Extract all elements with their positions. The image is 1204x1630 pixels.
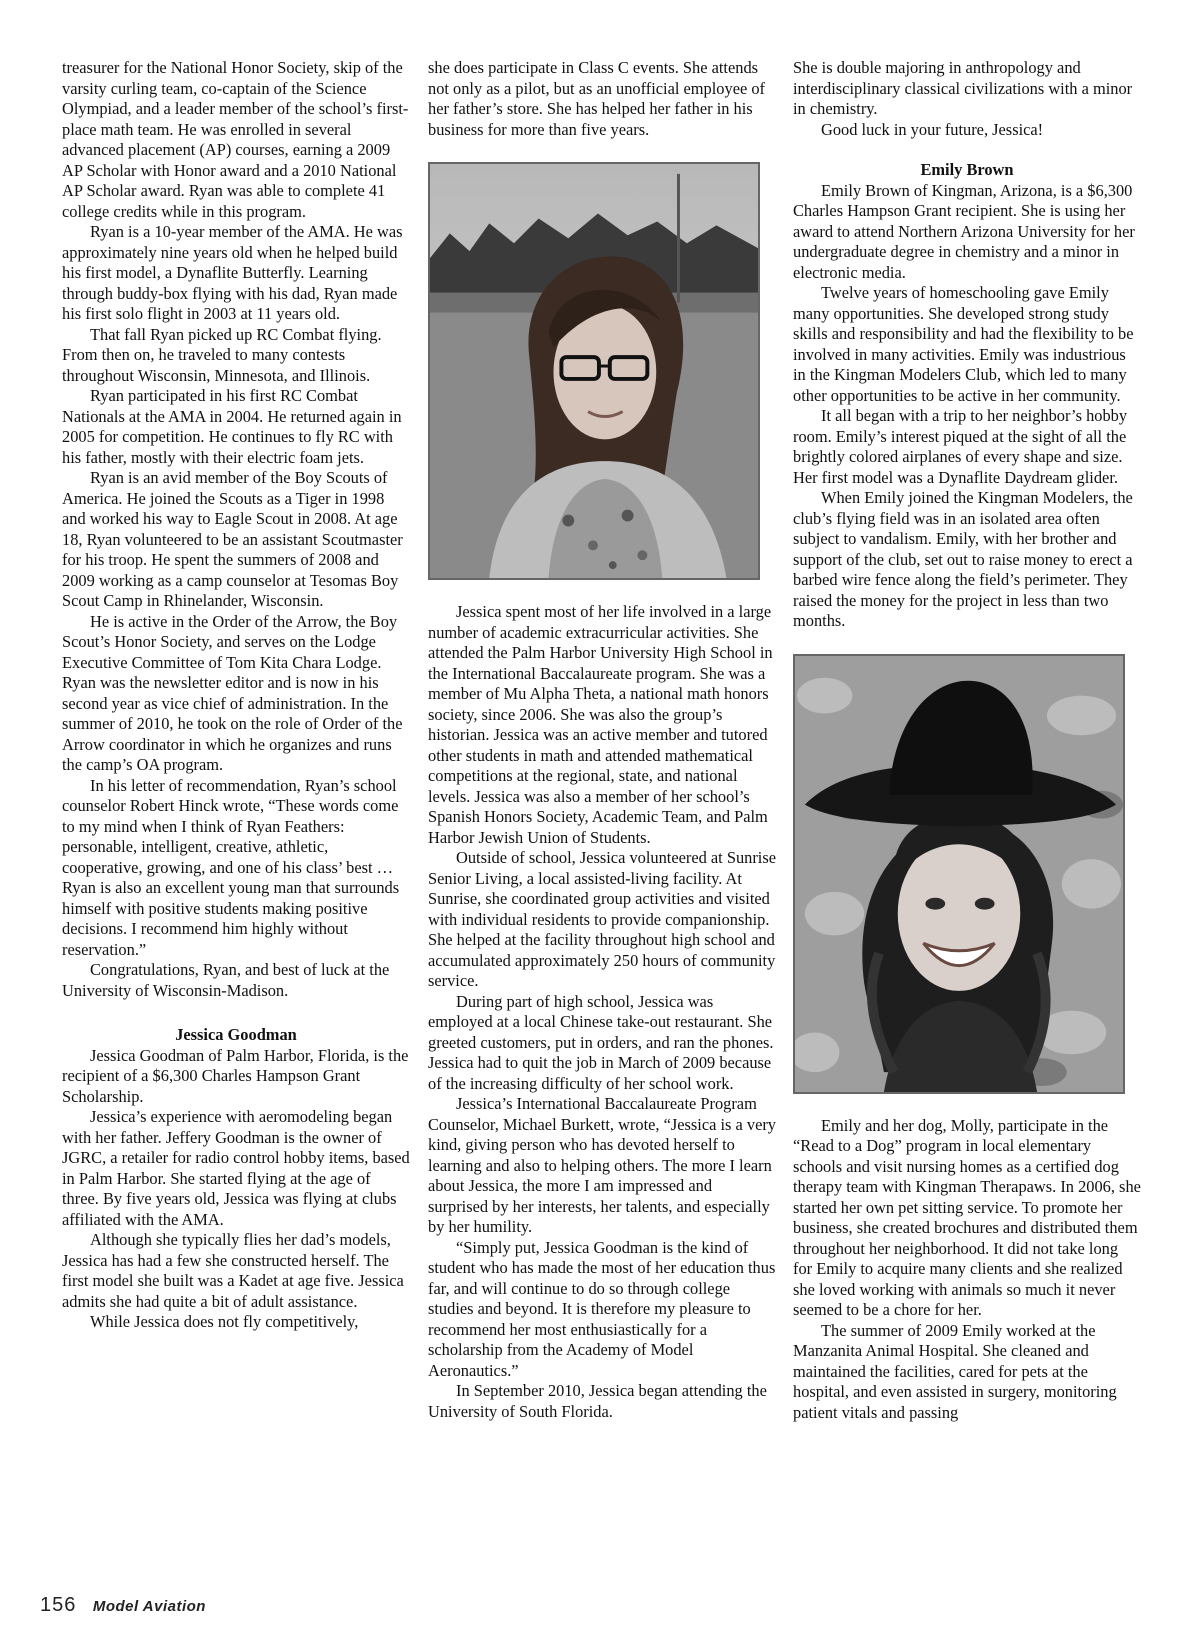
paragraph: In September 2010, Jessica began attending the University of South Florida. [428, 1381, 767, 1421]
paragraph: Good luck in your future, Jessica! [821, 119, 1044, 139]
paragraph: Ryan participated in his first RC Combat Nationals at the AMA in 2004. He returned again in 2005 for competition. He continues to fly RC with his father, mostly with their electric foam jets. [62, 386, 402, 467]
paragraph: Ryan is a 10-year member of the AMA. He was approximately nine years old when he helped build his first model, a Dynaflite Butterfly. Learning through buddy-box flying with his dad, Ryan made his first solo flight in 2003 at 11 years old. [62, 222, 403, 323]
page-footer [40, 1594, 206, 1617]
portrait-image [430, 164, 758, 578]
photo-emily-brown [793, 654, 1125, 1094]
paragraph: During part of high school, Jessica was employed at a local Chinese take-out restaurant. She greeted customers, put in orders, and ran the phones. Jessica had to quit the job in March of 2009 because of the increasing difficulty of her school work. [428, 991, 774, 1093]
paragraph: Ryan is an avid member of the Boy Scouts of America. He joined the Scouts as a Tiger in 1998 and worked his way to Eagle Scout in 2008. At age 18, Ryan volunteered to be an assistant Scoutmaster for his troop. He spent the summers of 2008 and 2009 working as a camp counselor at Tesomas Boy Scout Camp in Rhinelander, Wisconsin. [62, 468, 403, 610]
paragraph: Jessica spent most of her life involved in a large number of academic extracurricular activities. She attended the Palm Harbor University High School in the International Baccalaureate program. She was a member of Mu Alpha Theta, a national math honors society, since 2006. She was also the group’s historian. Jessica was an active member and tutored other students in math and attended mathematical competitions at the regional, state, and national levels. Jessica was also a member of her school’s Spanish Honors Society, Academic Team, and Palm Harbor Jewish Union of Students. [428, 602, 773, 847]
paragraph: She is double majoring in anthropology and interdisciplinary classical civilizations with a minor in chemistry. [793, 58, 1133, 118]
paragraph: Emily and her dog, Molly, participate in the “Read to a Dog” program in local elementary schools and visit nursing homes as a certified dog therapy team with Kingman Therapaws. In 2006, she started her own pet sitting service. To promote her business, she created brochures and distributed them throughout her neighborhood. It did not take long for Emily to acquire many clients and she realized she loved working with animals so much it never seemed to be a chore for her. [793, 1115, 1141, 1319]
paragraph: she does participate in Class C events. She attends not only as a pilot, but as an unofficial employee of her father’s store. She has helped her father in his business for more than five years. [428, 58, 765, 139]
paragraph: “Simply put, Jessica Goodman is the kind of student who has made the most of her education thus far, and will continue to do so through college studies and beyond. It is therefore my pleasure to recommend her most enthusiastically for a scholarship from the Academy of Model Aeronautics.” [428, 1237, 776, 1380]
paragraph: Jessica’s International Baccalaureate Program Counselor, Michael Burkett, wrote, “Jessica is a very kind, giving person who has devoted herself to learning and also to helping others. The more I learn about Jessica, the more I am impressed and surprised by her interests, her talents, and especially by her humility. [428, 1094, 777, 1236]
column-2 [428, 58, 776, 1422]
paragraph: It all began with a trip to her neighbor’s hobby room. Emily’s interest piqued at the sight of all the brightly colored airplanes of every shape and size. Her first model was a Dynaflite Daydream glider. [793, 406, 1128, 487]
section-heading-emily: Emily Brown [920, 160, 1014, 179]
paragraph: Although she typically flies her dad’s models, Jessica has had a few she constructed herself. The first model she built was a Kadet at age five. Jessica admits she had quite a bit of adult assistance. [62, 1230, 404, 1311]
magazine-title: Model Aviation [92, 1598, 206, 1615]
portrait-image [795, 656, 1123, 1092]
paragraph: While Jessica does not fly competitively, [90, 1312, 359, 1331]
paragraph: Congratulations, Ryan, and best of luck at the University of Wisconsin-Madison. [62, 960, 390, 1000]
section-heading-jessica: Jessica Goodman [175, 1025, 297, 1044]
paragraph: When Emily joined the Kingman Modelers, the club’s flying field was in an isolated area often subject to vandalism. Emily, with her brother and support of the club, set out to raise money to erect a barbed wire fence along the field’s perimeter. They raised the money for the project in less than two months. [793, 488, 1133, 630]
paragraph: treasurer for the National Honor Society, skip of the varsity curling team, co-captain of the Science Olympiad, and a leader member of the school’s first-place math team. He was enrolled in several advanced placement (AP) courses, earning a 2009 AP Scholar with Honor award and a 2010 National AP Scholar award. Ryan was able to complete 41 college credits while in this program. [62, 58, 409, 221]
column-1 [62, 58, 410, 1333]
paragraph: In his letter of recommendation, Ryan’s school counselor Robert Hinck wrote, “These words come to my mind when I think of Ryan Feathers: personable, intelligent, creative, athletic, cooperative, growing, and one of his class’ best … Ryan is also an excellent young man that surrounds himself with positive students making positive decisions. I recommend him highly without reservation.” [62, 775, 400, 959]
column-3 [793, 58, 1141, 1423]
paragraph: Outside of school, Jessica volunteered at Sunrise Senior Living, a local assisted-living facility. At Sunrise, she coordinated group activities and visited with individual residents to provide companionship. She helped at the facility throughout high school and accumulated approximately 250 hours of community service. [428, 848, 777, 990]
page-number: 156 [40, 1594, 77, 1616]
paragraph: That fall Ryan picked up RC Combat flying. From then on, he traveled to many contests throughout Wisconsin, Minnesota, and Illinois. [62, 324, 382, 385]
paragraph: Twelve years of homeschooling gave Emily many opportunities. She developed strong study skills and responsibility and had the flexibility to be involved in many activities. Emily was industrious in the Kingman Modelers Club, which led to many other opportunities to be active in her community. [793, 283, 1134, 405]
paragraph: Jessica’s experience with aeromodeling began with her father. Jeffery Goodman is the owner of JGRC, a retailer for radio control hobby items, based in Palm Harbor. She started flying at the age of three. By five years old, Jessica was flying at clubs affiliated with the AMA. [62, 1107, 410, 1229]
paragraph: Emily Brown of Kingman, Arizona, is a $6,300 Charles Hampson Grant recipient. She is using her award to attend Northern Arizona University for her undergraduate degree in chemistry and a minor in electronic media. [793, 180, 1135, 282]
paragraph: Jessica Goodman of Palm Harbor, Florida, is the recipient of a $6,300 Charles Hampson Grant Scholarship. [62, 1045, 409, 1106]
photo-jessica-goodman [428, 162, 760, 580]
paragraph: He is active in the Order of the Arrow, the Boy Scout’s Honor Society, and serves on the Lodge Executive Committee of Tom Kita Chara Lodge. Ryan was the newsletter editor and is now in his second year as vice chief of administration. In the summer of 2010, he took on the role of Order of the Arrow coordinator in which he organizes and runs the camp’s OA program. [62, 611, 403, 774]
paragraph: The summer of 2009 Emily worked at the Manzanita Animal Hospital. She cleaned and maintained the facilities, cared for pets at the hospital, and even assisted in surgery, monitoring patient vitals and passing [793, 1320, 1117, 1422]
